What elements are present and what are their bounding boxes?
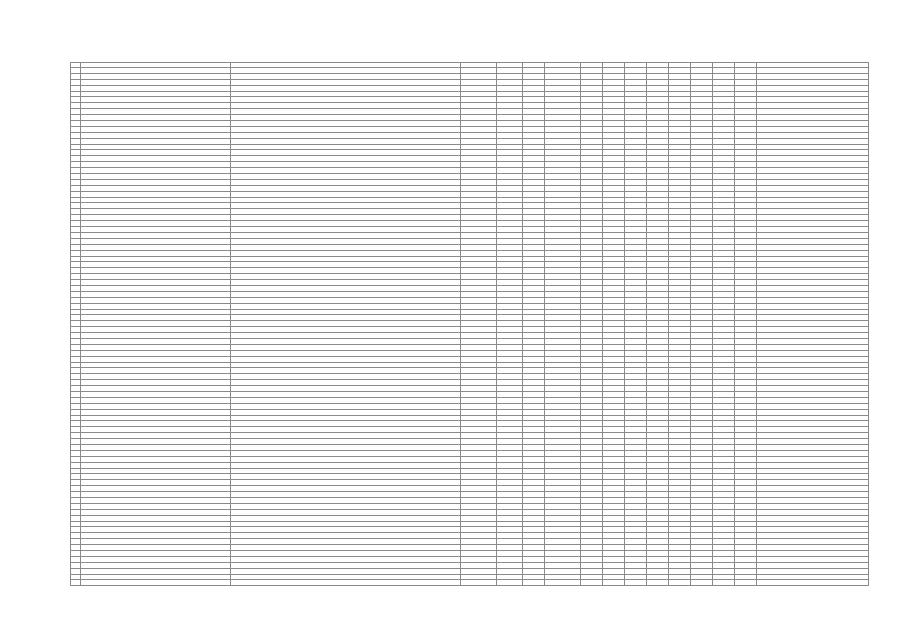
table-cell: [81, 580, 231, 586]
table-cell: [461, 580, 497, 586]
table-cell: [603, 580, 625, 586]
table-cell: [735, 580, 757, 586]
table-cell: [691, 580, 713, 586]
table-cell: [625, 580, 647, 586]
registry-table: [70, 62, 869, 586]
table-row: [71, 580, 869, 586]
table-cell: [497, 580, 523, 586]
registry-table-container: [70, 62, 860, 586]
page-number: [0, 18, 905, 24]
table-cell: [581, 580, 603, 586]
table-cell: [71, 580, 81, 586]
table-cell: [757, 580, 869, 586]
table-cell: [523, 580, 545, 586]
table-cell: [231, 580, 461, 586]
table-body: [71, 68, 869, 586]
table-cell: [647, 580, 669, 586]
table-cell: [669, 580, 691, 586]
table-cell: [713, 580, 735, 586]
table-cell: [545, 580, 581, 586]
